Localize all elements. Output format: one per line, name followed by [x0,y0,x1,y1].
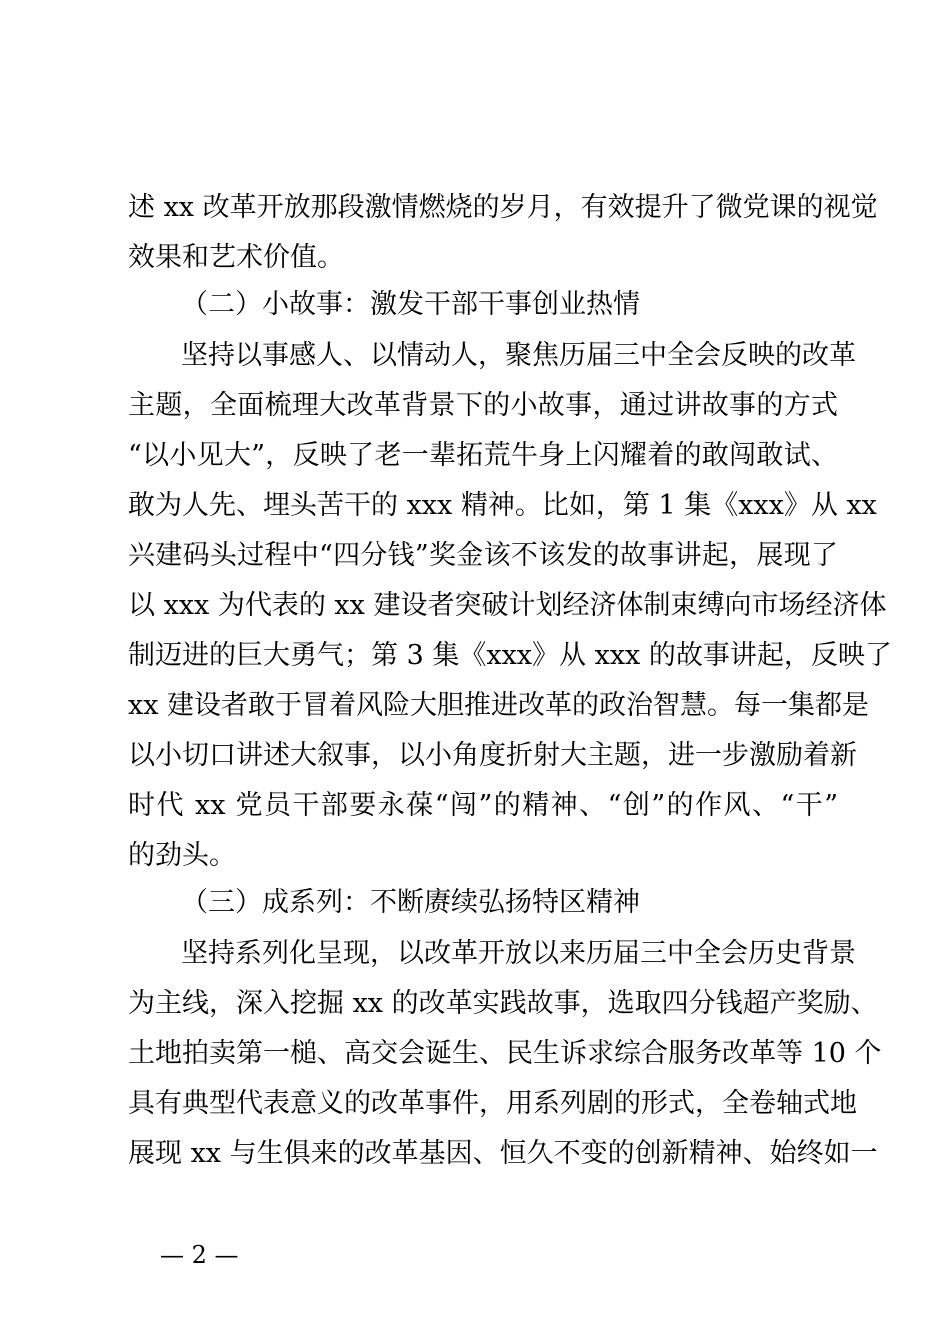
section-heading: （三）成系列：不断赓续弘扬特区精神 [181,887,640,918]
page-number: — 2 — [160,1241,239,1269]
paragraph-line: “以小见大”，反映了老一辈拓荒牛身上闪耀着的敢闯敢试、 [128,440,838,471]
paragraph-line: 效果和艺术价值。 [128,242,344,273]
paragraph-line: xx 建设者敢于冒着风险大胆推进改革的政治智慧。每一集都是 [128,690,870,721]
paragraph-line: 述 xx 改革开放那段激情燃烧的岁月，有效提升了微党课的视觉 [128,192,878,223]
paragraph-line: 的劲头。 [128,840,236,871]
paragraph-line: 时代 xx 党员干部要永葆“闯”的精神、“创”的作风、“干” [128,790,838,821]
paragraph-line: 坚持系列化呈现，以改革开放以来历届三中全会历史背景 [181,938,856,969]
paragraph-line: 为主线，深入挖掘 xx 的改革实践故事，选取四分钱超产奖励、 [128,988,878,1019]
paragraph-line: 以 xxx 为代表的 xx 建设者突破计划经济体制束缚向市场经济体 [128,590,887,621]
paragraph-line: 主题，全面梳理大改革背景下的小故事，通过讲故事的方式 [128,390,838,421]
section-heading: （二）小故事：激发干部干事创业热情 [181,289,640,320]
paragraph-line: 制迈进的巨大勇气；第 3 集《xxx》从 xxx 的故事讲起，反映了 [128,640,892,671]
paragraph-line: 具有典型代表意义的改革事件，用系列剧的形式，全卷轴式地 [128,1088,857,1119]
paragraph-line: 以小切口讲述大叙事，以小角度折射大主题，进一步激励着新 [128,740,857,771]
paragraph-line: 坚持以事感人、以情动人，聚焦历届三中全会反映的改革 [181,340,856,371]
paragraph-line: 敢为人先、埋头苦干的 xxx 精神。比如，第 1 集《xxx》从 xx [128,490,877,521]
paragraph-line: 兴建码头过程中“四分钱”奖金该不该发的故事讲起，展现了 [128,540,838,571]
paragraph-line: 土地拍卖第一槌、高交会诞生、民生诉求综合服务改革等 10 个 [128,1038,882,1069]
paragraph-line: 展现 xx 与生俱来的改革基因、恒久不变的创新精神、始终如一 [128,1138,878,1169]
